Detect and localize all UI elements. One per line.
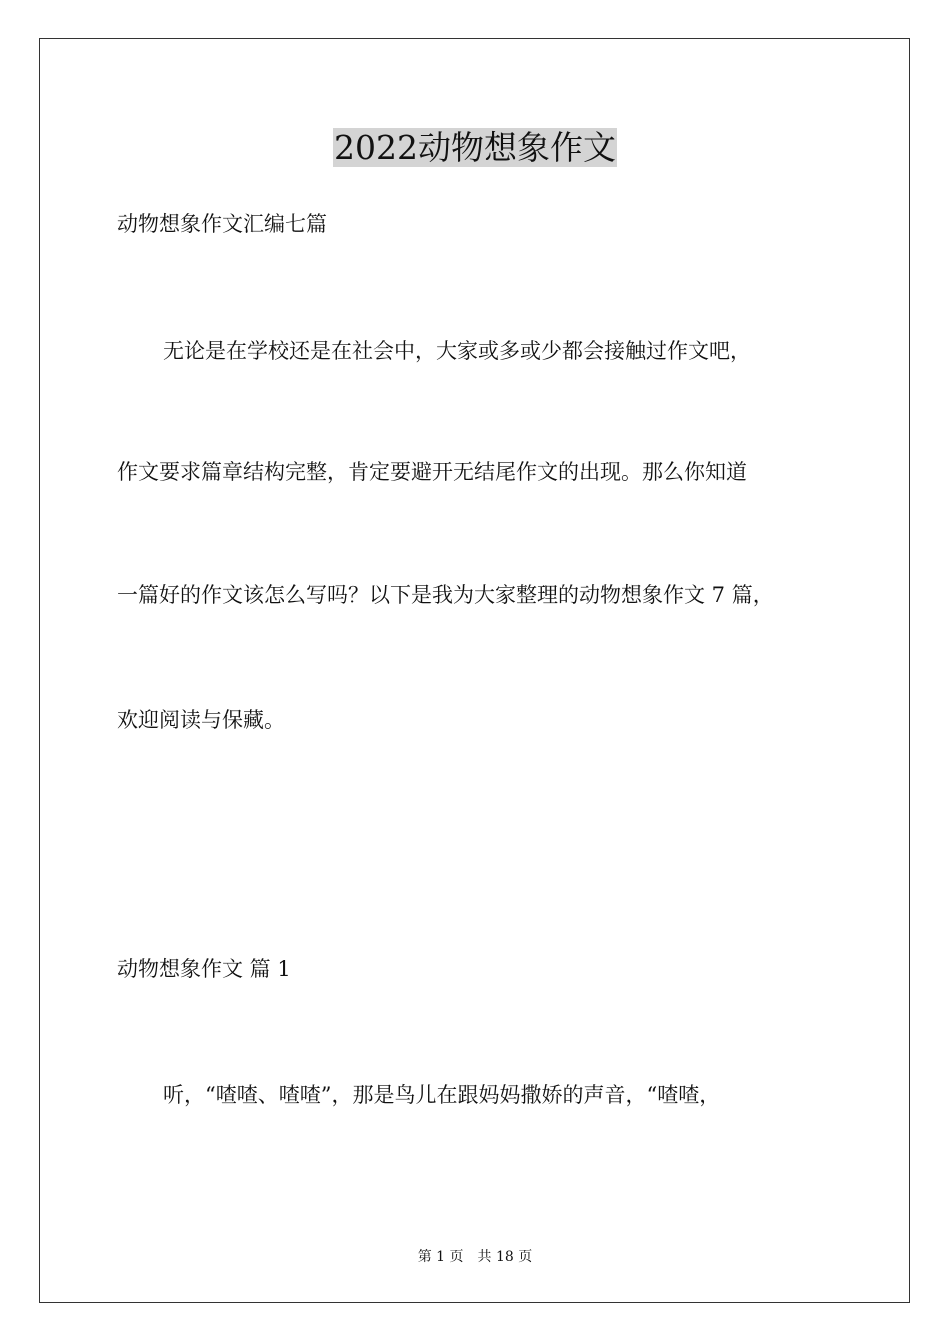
intro-paragraph-line-2: 作文要求篇章结构完整，肯定要避开无结尾作文的出现。那么你知道 [117, 460, 747, 484]
intro-paragraph-line-1: 无论是在学校还是在社会中，大家或多或少都会接触过作文吧， [163, 339, 751, 363]
section-paragraph-line-1: 听，“喳喳、喳喳”，那是鸟儿在跟妈妈撒娇的声音，“喳喳， [163, 1083, 721, 1107]
page-total: 共 18 页 [477, 1249, 533, 1265]
document-title [0, 128, 950, 168]
document-subtitle: 动物想象作文汇编七篇 [117, 212, 327, 236]
intro-paragraph-line-3: 一篇好的作文该怎么写吗？以下是我为大家整理的动物想象作文 7 篇， [117, 583, 774, 607]
document-title-text: 2022动物想象作文 [334, 128, 616, 167]
intro-paragraph-line-4: 欢迎阅读与保藏。 [117, 708, 285, 732]
section-heading: 动物想象作文 篇 1 [117, 957, 291, 981]
page-number: 第 1 页 [417, 1249, 464, 1265]
page-footer [0, 1248, 950, 1266]
